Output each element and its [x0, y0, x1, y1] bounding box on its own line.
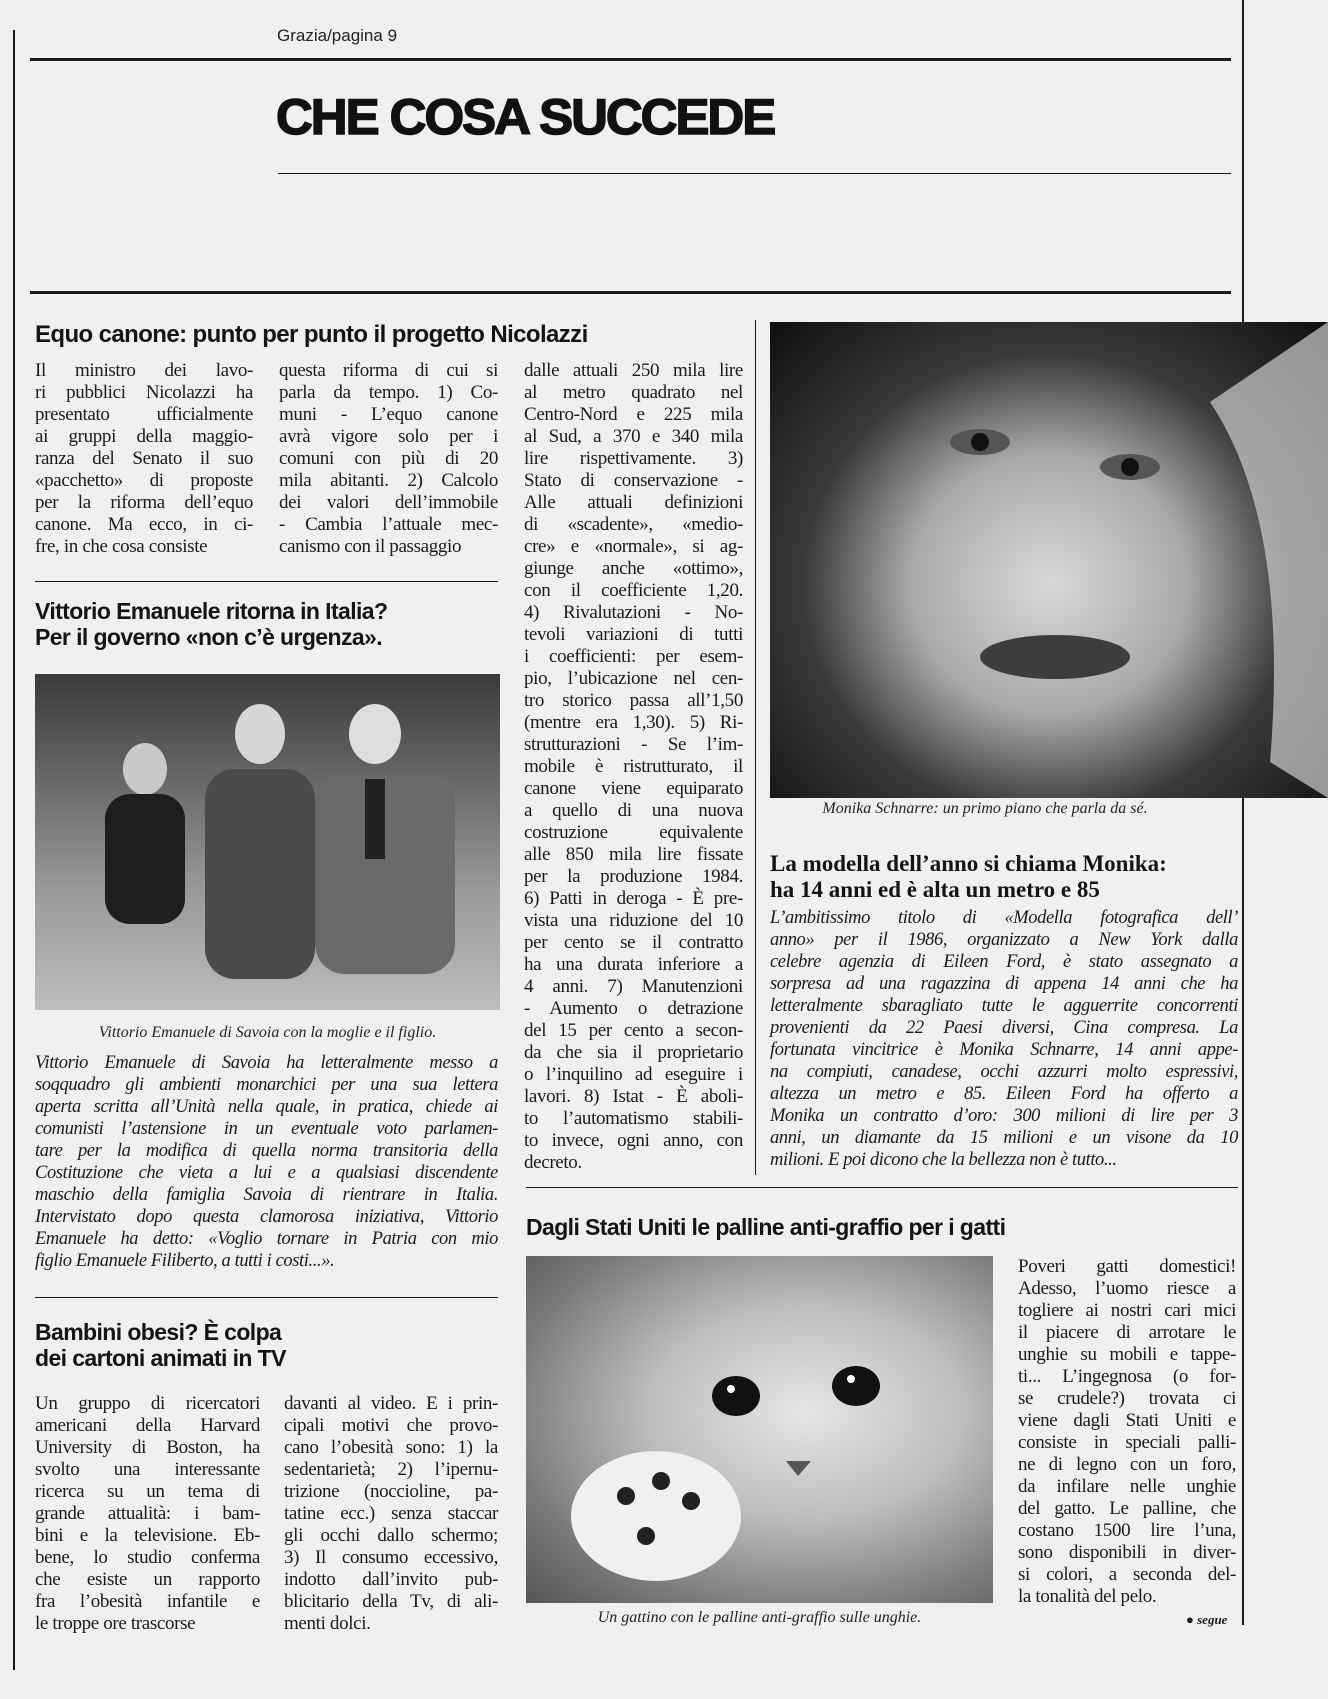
text-line: consiste in speciali palli- — [1018, 1432, 1236, 1453]
text-line: tare per la modifica di quella norma transitoria della — [35, 1141, 498, 1161]
text-line: sorpresa ad una ragazzina di appena 14 anni che ha — [770, 974, 1238, 994]
gatti-body — [1018, 1256, 1236, 1608]
text-line: vista una riduzione del 10 — [524, 910, 743, 931]
text-line: soqquadro gli ambienti monarchici per una sua lettera — [35, 1075, 498, 1095]
text-line: il piacere di arrotare le — [1018, 1322, 1236, 1343]
bullet-icon: ● — [1186, 1612, 1194, 1627]
portrait-features-illustration — [770, 322, 1328, 798]
text-line: cre» e «normale», si ag- — [524, 536, 743, 557]
text-line: da che sia il proprietario — [524, 1042, 743, 1063]
kitten-illustration — [526, 1256, 993, 1603]
text-line: Monika un contratto d’oro: 300 milioni di lire per 3 — [770, 1106, 1238, 1126]
running-head: Grazia/pagina 9 — [277, 26, 398, 45]
text-line: 3) Il consumo eccessivo, — [284, 1547, 498, 1568]
text-line: bini e la televisione. Eb- — [35, 1525, 260, 1546]
right-margin-line — [1242, 0, 1244, 1625]
text-line: bene, lo studio conferma — [35, 1547, 260, 1568]
monika-portrait-photo — [770, 322, 1328, 798]
column-divider — [755, 320, 756, 1175]
text-line: 4 anni. 7) Manutenzioni — [524, 976, 743, 997]
text-line: figlio Emanuele Filiberto, a tutti i costi...». — [35, 1251, 335, 1271]
text-line: del 15 per cento a secon- — [524, 1020, 743, 1041]
left-margin-line — [13, 30, 15, 1670]
text-line: tro storico passa all’1,50 — [524, 690, 743, 711]
text-line: ri pubblici Nicolazzi ha — [35, 382, 253, 403]
bambini-headline — [35, 1319, 286, 1371]
text-line: Vittorio Emanuele di Savoia ha letteralmente messo a — [35, 1053, 498, 1073]
text-line: viene dagli Stati Uniti e — [1018, 1410, 1236, 1431]
equo-headline: Equo canone: punto per punto il progetto Nicolazzi — [35, 321, 588, 348]
text-line: letteralmente sbaragliato tutte le agguerrite concorrenti — [770, 996, 1238, 1016]
text-line: canone viene equiparato — [524, 778, 743, 799]
continued-marker — [1186, 1612, 1227, 1628]
text-line: provenienti da 22 Paesi diversi, Cina compresa. La — [770, 1018, 1238, 1038]
continued-label: segue — [1197, 1612, 1228, 1627]
vittorio-headline-line-1: Vittorio Emanuele ritorna in Italia? — [35, 598, 388, 624]
text-line: aperta scritta all’Unità nella quale, in pratica, chiede ai — [35, 1097, 498, 1117]
vittorio-family-photo — [35, 674, 500, 1010]
vittorio-body — [35, 1052, 498, 1272]
text-line: al Sud, a 370 e 340 mila — [524, 426, 743, 447]
text-line: 6) Patti in deroga - È pre- — [524, 888, 743, 909]
text-line: al metro quadrato nel — [524, 382, 743, 403]
text-line: blicitario della Tv, di ali- — [284, 1591, 498, 1612]
equo-column-2 — [279, 360, 498, 558]
text-line: con il coefficiente 1,20. — [524, 580, 743, 601]
text-line: Un gruppo di ricercatori — [35, 1393, 260, 1414]
monika-headline-line-2: ha 14 anni ed è alta un metro e 85 — [770, 877, 1100, 902]
text-line: davanti al video. E i prin- — [284, 1393, 498, 1414]
text-line: muni - L’equo canone — [279, 404, 498, 425]
text-line: Emanuele ha detto: «Voglio tornare in Patria con mio — [35, 1229, 498, 1249]
text-line: - Cambia l’attuale mec- — [279, 514, 498, 535]
text-line: Alle attuali definizioni — [524, 492, 743, 513]
text-line: canone. Ma ecco, in ci- — [35, 514, 253, 535]
text-line: se crudele?) trovata ci — [1018, 1388, 1236, 1409]
text-line: parla da tempo. 1) Co- — [279, 382, 498, 403]
text-line: costano 1500 lire l’una, — [1018, 1520, 1236, 1541]
text-line: dalle attuali 250 mila lire — [524, 360, 743, 381]
text-line: svolto una interessante — [35, 1459, 260, 1480]
text-line: giunge anche «ottimo», — [524, 558, 743, 579]
section-rule — [30, 291, 1231, 294]
text-line: Centro-Nord e 225 mila — [524, 404, 743, 425]
title-underline — [278, 173, 1231, 174]
text-line: L’ambitissimo titolo di «Modella fotografica dell’ — [770, 908, 1238, 928]
text-line: Adesso, l’uomo riesce a — [1018, 1278, 1236, 1299]
equo-column-1 — [35, 360, 253, 558]
text-line: o l’inquilino ad eseguire i — [524, 1064, 743, 1085]
text-line: anni, un diamante da 15 milioni e un visone da 10 — [770, 1128, 1238, 1148]
text-line: di «scadente», «medio- — [524, 514, 743, 535]
bambini-headline-line-2: dei cartoni animati in TV — [35, 1345, 286, 1371]
text-line: fortunata vincitrice è Monika Schnarre, 14 anni appe- — [770, 1040, 1238, 1060]
text-line: presentato ufficialmente — [35, 404, 253, 425]
text-line: lavori. 8) Istat - È aboli- — [524, 1086, 743, 1107]
text-line: ne di legno con un foro, — [1018, 1454, 1236, 1475]
text-line: Costituzione che vieta a lui e a qualsiasi discendente — [35, 1163, 498, 1183]
vittorio-headline-line-2: Per il governo «non c’è urgenza». — [35, 624, 383, 650]
monika-photo-caption: Monika Schnarre: un primo piano che parla da sé. — [822, 800, 1148, 817]
text-line: na compiuti, canadese, occhi azzurri molto espressivi, — [770, 1062, 1238, 1082]
text-line: ranza del Senato il suo — [35, 448, 253, 469]
text-line: per la riforma dell’equo — [35, 492, 253, 513]
text-line: da infilare nelle unghie — [1018, 1476, 1236, 1497]
text-line: trizione (noccioline, pa- — [284, 1481, 498, 1502]
monika-body — [770, 907, 1238, 1171]
text-line: ha una durata inferiore a — [524, 954, 743, 975]
text-line: fre, in che cosa consiste — [35, 536, 208, 557]
text-line: 4) Rivalutazioni - No- — [524, 602, 743, 623]
gatti-headline: Dagli Stati Uniti le palline anti-graffio per i gatti — [526, 1214, 1006, 1240]
text-line: del gatto. Le palline, che — [1018, 1498, 1236, 1519]
text-line: questa riforma di cui si — [279, 360, 498, 381]
bambini-column-1 — [35, 1393, 260, 1635]
text-line: anno» per il 1986, organizzato a New York dalla — [770, 930, 1238, 950]
text-line: avrà vigore solo per i — [279, 426, 498, 447]
text-line: si colori, a seconda del- — [1018, 1564, 1236, 1585]
text-line: - Aumento o detrazione — [524, 998, 743, 1019]
text-line: a quello di una nuova — [524, 800, 743, 821]
text-line: le troppe ore trascorse — [35, 1613, 196, 1634]
text-line: togliere ai nostri cari mici — [1018, 1300, 1236, 1321]
text-line: Intervistato dopo questa clamorosa iniziativa, Vittorio — [35, 1207, 498, 1227]
text-line: celebre agenzia di Eileen Ford, è stato assegnato a — [770, 952, 1238, 972]
vittorio-photo-caption: Vittorio Emanuele di Savoia con la moglie e il figlio. — [98, 1024, 437, 1041]
text-line: mobile è ristrutturato, il — [524, 756, 743, 777]
text-line: to l’automatismo stabili- — [524, 1108, 743, 1129]
text-line: Stato di conservazione - — [524, 470, 743, 491]
text-line: pio, l’ubicazione nel cen- — [524, 668, 743, 689]
text-line: decreto. — [524, 1152, 582, 1173]
text-line: grande attualità: i bam- — [35, 1503, 260, 1524]
text-line: sedentarietà; 2) l’ipernu- — [284, 1459, 498, 1480]
text-line: tevoli variazioni di tutti — [524, 624, 743, 645]
text-line: dei valori dell’immobile — [279, 492, 498, 513]
text-line: i coefficienti: per esem- — [524, 646, 743, 667]
monika-headline — [770, 851, 1167, 903]
equo-bottom-rule — [35, 581, 498, 582]
text-line: Poveri gatti domestici! — [1018, 1256, 1236, 1277]
text-line: milioni. E poi dicono che la bellezza non è tutto... — [770, 1150, 1117, 1170]
text-line: canismo con il passaggio — [279, 536, 462, 557]
text-line: comuni con più di 20 — [279, 448, 498, 469]
kitten-photo — [526, 1256, 993, 1603]
text-line: ai gruppi della maggio- — [35, 426, 253, 447]
text-line: lire rispettivamente. 3) — [524, 448, 743, 469]
family-figures-illustration — [35, 674, 500, 1010]
text-line: cano l’obesità sono: 1) la — [284, 1437, 498, 1458]
text-line: alle 850 mila lire fissate — [524, 844, 743, 865]
vittorio-headline — [35, 598, 387, 650]
text-line: gli occhi dallo schermo; — [284, 1525, 498, 1546]
text-line: (mentre era 1,30). 5) Ri- — [524, 712, 743, 733]
text-line: ricerca su un tema di — [35, 1481, 260, 1502]
text-line: costruzione equivalente — [524, 822, 743, 843]
vittorio-bottom-rule — [35, 1297, 498, 1298]
text-line: tatine ecc.) senza staccar — [284, 1503, 498, 1524]
text-line: Il ministro dei lavo- — [35, 360, 253, 381]
text-line: per cento se il contratto — [524, 932, 743, 953]
text-line: to invece, ogni anno, con — [524, 1130, 743, 1151]
text-line: la tonalità del pelo. — [1018, 1586, 1157, 1607]
text-line: per la produzione 1984. — [524, 866, 743, 887]
bambini-column-2 — [284, 1393, 498, 1635]
text-line: indotto dall’invito pub- — [284, 1569, 498, 1590]
text-line: sono disponibili in diver- — [1018, 1542, 1236, 1563]
section-title: CHE COSA SUCCEDE — [276, 89, 775, 145]
text-line: strutturazioni - Se l’im- — [524, 734, 743, 755]
top-rule — [30, 58, 1231, 61]
text-line: americani della Harvard — [35, 1415, 260, 1436]
text-line: mila abitanti. 2) Calcolo — [279, 470, 498, 491]
text-line: che esiste un rapporto — [35, 1569, 260, 1590]
text-line: maschio della famiglia Savoia di rientrare in Italia. — [35, 1185, 498, 1205]
monika-bottom-rule — [526, 1187, 1238, 1188]
text-line: unghie su mobili e tappe- — [1018, 1344, 1236, 1365]
text-line: altezza un metro e 85. Eileen Ford ha offerto a — [770, 1084, 1238, 1104]
kitten-photo-caption: Un gattino con le palline anti-graffio sulle unghie. — [597, 1609, 922, 1626]
text-line: menti dolci. — [284, 1613, 371, 1634]
text-line: fra l’obesità infantile e — [35, 1591, 260, 1612]
text-line: «pacchetto» di proposte — [35, 470, 253, 491]
text-line: comunisti l’astensione in un eventuale voto parlamen- — [35, 1119, 498, 1139]
text-line: ti... L’ingegnosa (o for- — [1018, 1366, 1236, 1387]
monika-headline-line-1: La modella dell’anno si chiama Monika: — [770, 851, 1167, 876]
text-line: cipali motivi che provo- — [284, 1415, 498, 1436]
text-line: University di Boston, ha — [35, 1437, 260, 1458]
bambini-headline-line-1: Bambini obesi? È colpa — [35, 1319, 282, 1345]
equo-column-3 — [524, 360, 743, 1174]
